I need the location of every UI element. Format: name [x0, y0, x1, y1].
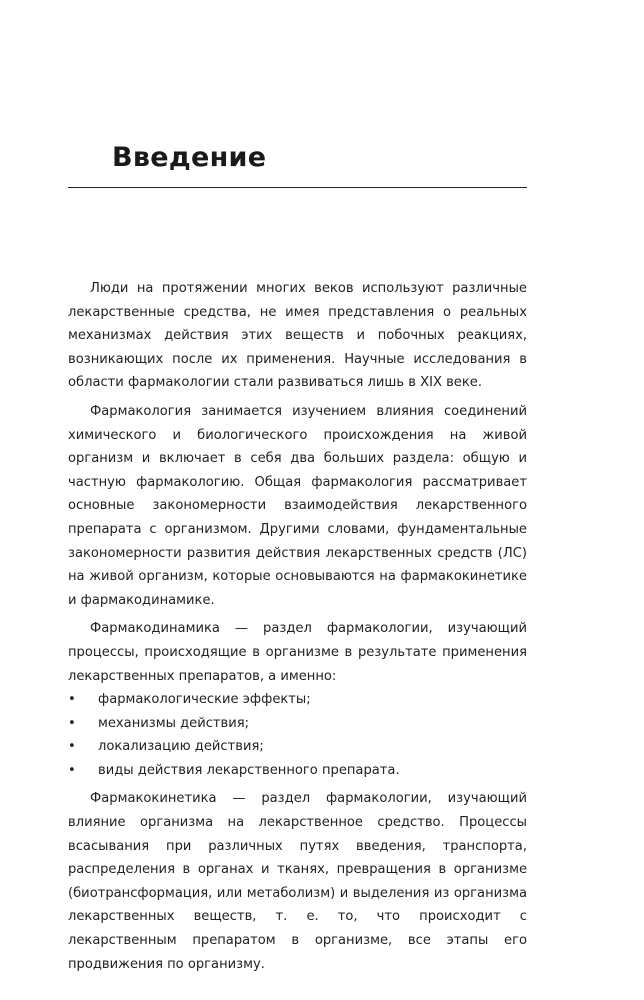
title-underline	[68, 187, 527, 188]
body-text	[68, 277, 527, 976]
list-item: • фармакологические эффекты;	[68, 688, 527, 712]
list-item: • виды действия лекарственного препарата.	[68, 759, 527, 783]
paragraph-intro: Люди на протяжении многих веков используют различные лекарственные средства, не имея представления о реальных механизмах действия этих веществ и побочных реакциях, возникающих после их применения. Научные исследования в области фармакологии стали развиваться лишь в XIX веке.	[68, 281, 527, 391]
bullet-marker: •	[68, 715, 76, 731]
list-item: • локализацию действия;	[68, 735, 527, 759]
bullet-list	[68, 688, 527, 782]
paragraph-pharmacology: Фармакология занимается изучением влияния соединений химического и биологического происхождения на живой организм и включает в себя два больших раздела: общую и частную фармакологию. Общая фармакология рассматривает основные закономерности взаимодействия лекарственного препарата с организмом. Другими словами, фундаментальные закономерности развития действия лекарственных средств (ЛС) на живой организм, которые основываются на фармакокинетике и фармакодинамике.	[68, 403, 527, 608]
paragraph-pharmacodynamics: Фармакодинамика — раздел фармакологии, изучающий процессы, происходящие в организме в результате применения лекарственных препаратов, а именно:	[68, 621, 527, 684]
bullet-marker: •	[68, 692, 76, 708]
list-item: • механизмы действия;	[68, 712, 527, 736]
bullet-marker: •	[68, 739, 76, 755]
paragraph-pharmacokinetics: Фармакокинетика — раздел фармакологии, изучающий влияние организма на лекарственное средство. Процессы всасывания при различных путях введения, транспорта, распределения в органах и тканях, превращения в организме (биотрансформация, или метаболизм) и выделения из организма лекарственных веществ, т. е. то, что происходит с лекарственным препаратом в организме, все этапы его продвижения по организму.	[68, 791, 527, 972]
chapter-title: Введение	[112, 142, 267, 173]
bullet-marker: •	[68, 762, 76, 778]
